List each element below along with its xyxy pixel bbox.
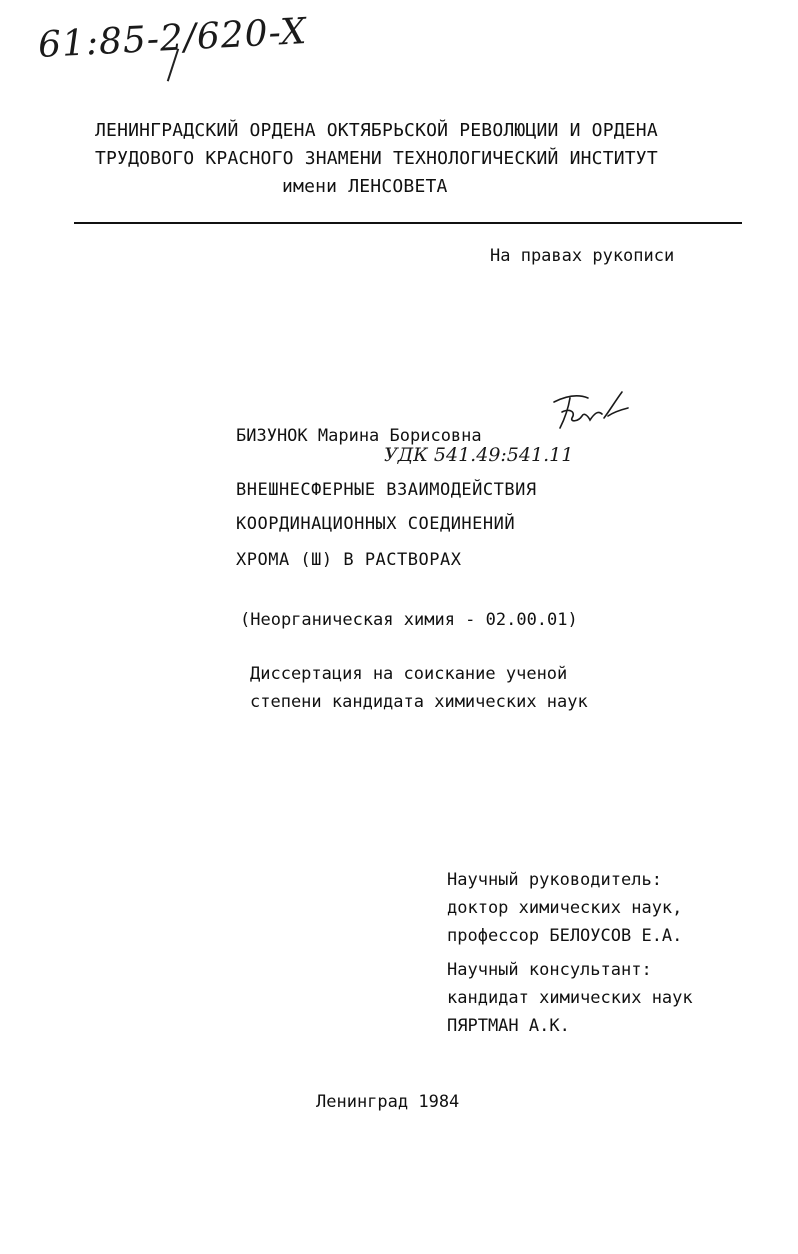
consultant-degree: кандидат химических наук [447,988,693,1008]
place-year: Ленинград 1984 [316,1092,460,1112]
institute-line-2: ТРУДОВОГО КРАСНОГО ЗНАМЕНИ ТЕХНОЛОГИЧЕСКИЙ ИНСТИТУТ [95,148,658,169]
degree-line-2: степени кандидата химических наук [250,692,588,712]
author-name: БИЗУНОК Марина Борисовна [236,426,482,446]
title-line-3: ХРОМА (Ш) В РАСТВОРАХ [236,550,462,570]
consultant-label: Научный консультант: [447,960,652,980]
specialty: (Неорганическая химия - 02.00.01) [240,610,578,630]
udk-code: УДК 541.49:541.11 [384,444,574,466]
advisor-name: профессор БЕЛОУСОВ Е.А. [447,926,683,946]
title-line-1: ВНЕШНЕСФЕРНЫЕ ВЗАИМОДЕЙСТВИЯ [236,480,537,500]
header-divider [74,222,742,224]
advisor-degree: доктор химических наук, [447,898,683,918]
institute-line-3: имени ЛЕНСОВЕТА [282,176,448,197]
advisor-label: Научный руководитель: [447,870,662,890]
title-line-2: КООРДИНАЦИОННЫХ СОЕДИНЕНИЙ [236,514,516,534]
institute-line-1: ЛЕНИНГРАДСКИЙ ОРДЕНА ОКТЯБРЬСКОЙ РЕВОЛЮЦИИ И ОРДЕНА [95,120,658,141]
archive-number-handwritten: 61:85-2/620-X [37,10,309,67]
signature [548,388,632,434]
manuscript-note: На правах рукописи [490,246,675,266]
degree-line-1: Диссертация на соискание ученой [250,664,568,684]
consultant-name: ПЯРТМАН А.К. [447,1016,570,1036]
